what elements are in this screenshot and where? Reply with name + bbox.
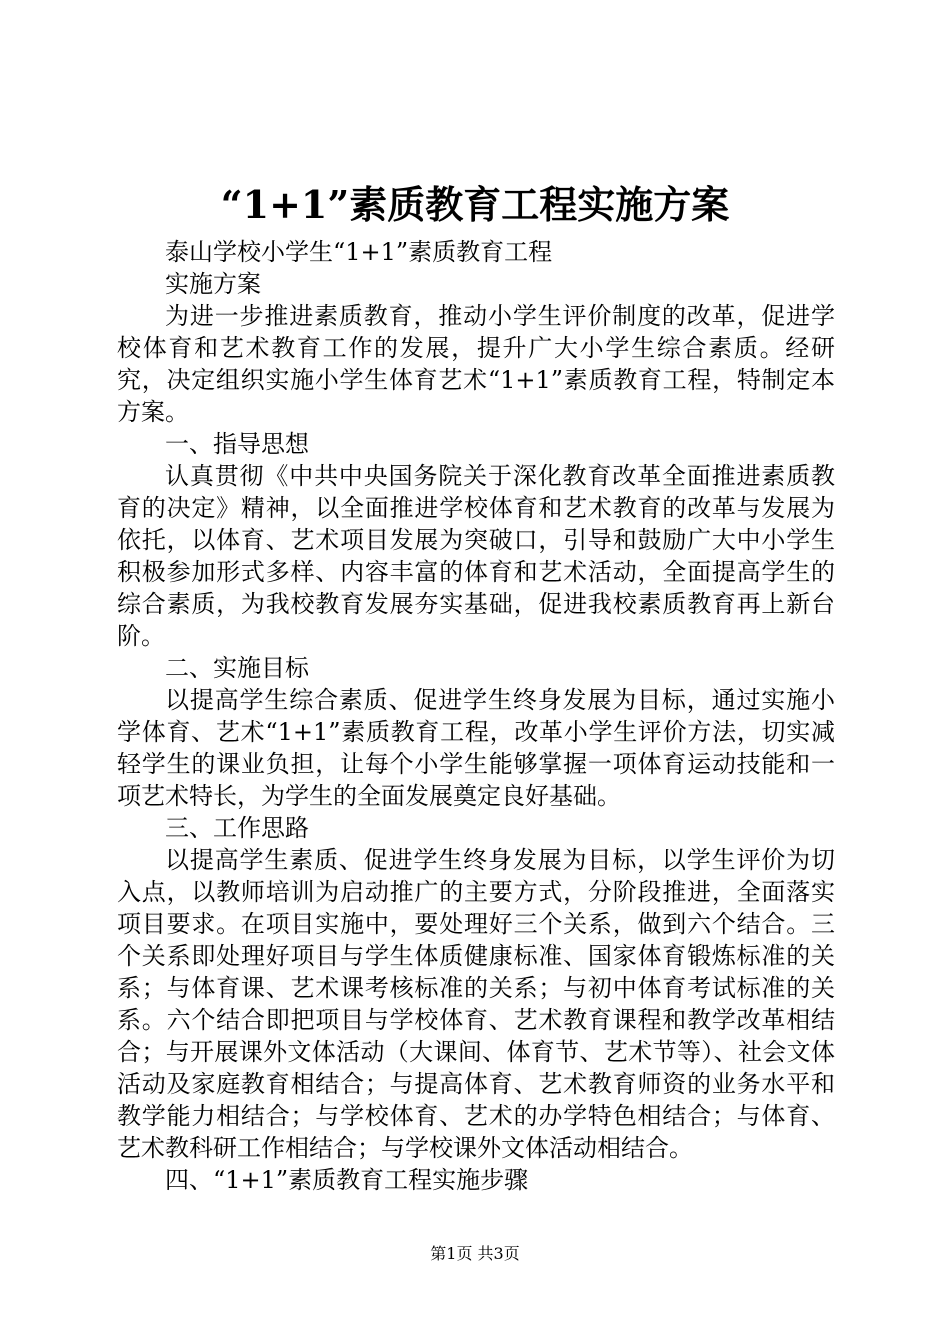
page-number-footer: 第1页 共3页	[430, 1244, 520, 1263]
section-heading-steps: 四、“1+1”素质教育工程实施步骤	[165, 1166, 529, 1194]
paragraph-goals: 以提高学生综合素质、促进学生终身发展为目标，通过实施小学体育、艺术“1+1”素质教育工程，改革小学生评价方法，切实减轻学生的课业负担，让每个小学生能够掌握一项体育运动技能和一项艺术特长，为学生的全面发展奠定良好基础。	[117, 686, 835, 810]
section-heading-goals: 二、实施目标	[165, 654, 309, 682]
paragraph-intro: 为进一步推进素质教育，推动小学生评价制度的改革，促进学校体育和艺术教育工作的发展，提升广大小学生综合素质。经研究，决定组织实施小学生体育艺术“1+1”素质教育工程，特制定本方案。	[117, 302, 835, 426]
paragraph-school-heading: 泰山学校小学生“1+1”素质教育工程	[165, 238, 553, 266]
document-body	[117, 236, 835, 1196]
section-heading-guiding-ideology: 一、指导思想	[165, 430, 309, 458]
paragraph-guiding-ideology: 认真贯彻《中共中央国务院关于深化教育改革全面推进素质教育的决定》精神，以全面推进学校体育和艺术教育的改革与发展为依托，以体育、艺术项目发展为突破口，引导和鼓励广大中小学生积极参加形式多样、内容丰富的体育和艺术活动，全面提高学生的综合素质，为我校教育发展夯实基础，促进我校素质教育再上新台阶。	[117, 462, 835, 650]
paragraph-work-approach: 以提高学生素质、促进学生终身发展为目标，以学生评价为切入点，以教师培训为启动推广的主要方式，分阶段推进，全面落实项目要求。在项目实施中，要处理好三个关系，做到六个结合。三个关系即处理好项目与学生体质健康标准、国家体育锻炼标准的关系；与体育课、艺术课考核标准的关系；与初中体育考试标准的关系。六个结合即把项目与学校体育、艺术教育课程和教学改革相结合；与开展课外文体活动（大课间、体育节、艺术节等）、社会文体活动及家庭教育相结合；与提高体育、艺术教育师资的业务水平和教学能力相结合；与学校体育、艺术的办学特色相结合；与体育、艺术教科研工作相结合；与学校课外文体活动相结合。	[117, 846, 835, 1162]
document-title: “1+1”素质教育工程实施方案	[220, 182, 730, 227]
paragraph-plan-heading: 实施方案	[165, 270, 261, 298]
section-heading-work-approach: 三、工作思路	[165, 814, 309, 842]
